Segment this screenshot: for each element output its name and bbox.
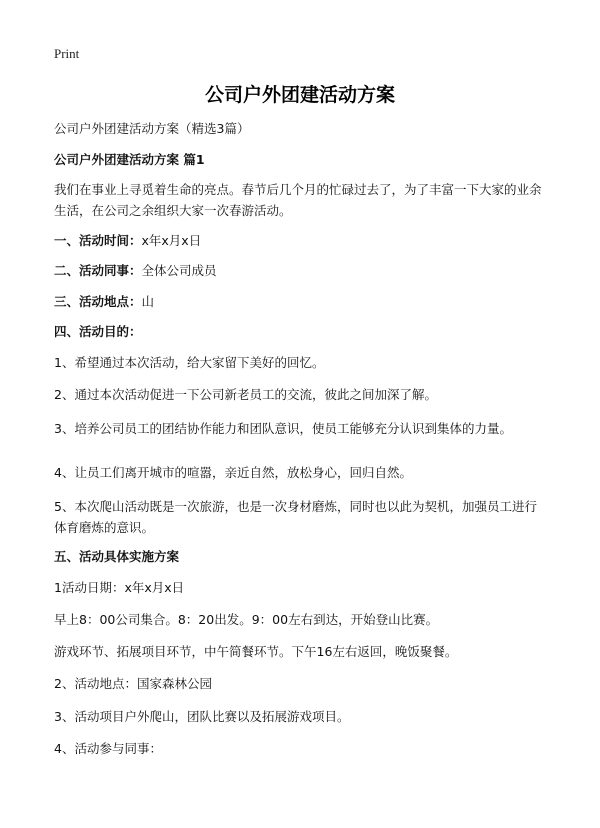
plan-item: 2、活动地点：国家森林公园 (54, 676, 212, 691)
purpose-item: 1、希望通过本次活动，给大家留下美好的回忆。 (54, 355, 325, 370)
activity-time (54, 230, 554, 251)
purpose-item: 2、通过本次活动促进一下公司新老员工的交流，彼此之间加深了解。 (54, 387, 437, 402)
print-link[interactable]: Print (54, 46, 80, 61)
activity-place (54, 291, 554, 312)
plan-item: 1活动日期：x年x月x日 (54, 580, 185, 595)
section-heading: 公司户外团建活动方案 篇1 (54, 152, 205, 167)
purpose-item: 3、培养公司员工的团结协作能力和团队意识，使员工能够充分认识到集体的力量。 (54, 421, 512, 436)
activity-place-value: 山 (141, 294, 155, 309)
intro-paragraph: 我们在事业上寻觅着生命的亮点。春节后几个月的忙碌过去了，为了丰富一下大家的业余生活，在公司之余组织大家一次春游活动。 (54, 182, 542, 218)
activity-people-value: 全体公司成员 (141, 263, 217, 278)
activity-time-value: x年x月x日 (141, 233, 202, 248)
plan-item: 3、活动项目户外爬山，团队比赛以及拓展游戏项目。 (54, 709, 350, 724)
plan-heading: 五、活动具体实施方案 (54, 549, 180, 564)
activity-place-label: 三、活动地点： (54, 294, 142, 309)
activity-people (54, 260, 554, 281)
document-subtitle: 公司户外团建活动方案（精选3篇） (54, 121, 250, 136)
plan-item: 4、活动参与同事： (54, 741, 162, 756)
activity-time-label: 一、活动时间： (54, 233, 142, 248)
purpose-item: 5、本次爬山活动既是一次旅游，也是一次身材磨炼，同时也以此为契机，加强员工进行体育磨炼的意识。 (54, 499, 537, 535)
purpose-item: 4、让员工们离开城市的喧嚣，亲近自然，放松身心，回归自然。 (54, 465, 412, 480)
activity-people-label: 二、活动同事： (54, 263, 142, 278)
plan-item: 早上8：00公司集合。8：20出发。9：00左右到达，开始登山比赛。 (54, 612, 439, 627)
plan-item: 游戏环节、拓展项目环节，中午简餐环节。下午16左右返回，晚饭聚餐。 (54, 644, 458, 659)
activity-purpose-heading: 四、活动目的： (54, 324, 142, 339)
document-title: 公司户外团建活动方案 (204, 84, 395, 106)
